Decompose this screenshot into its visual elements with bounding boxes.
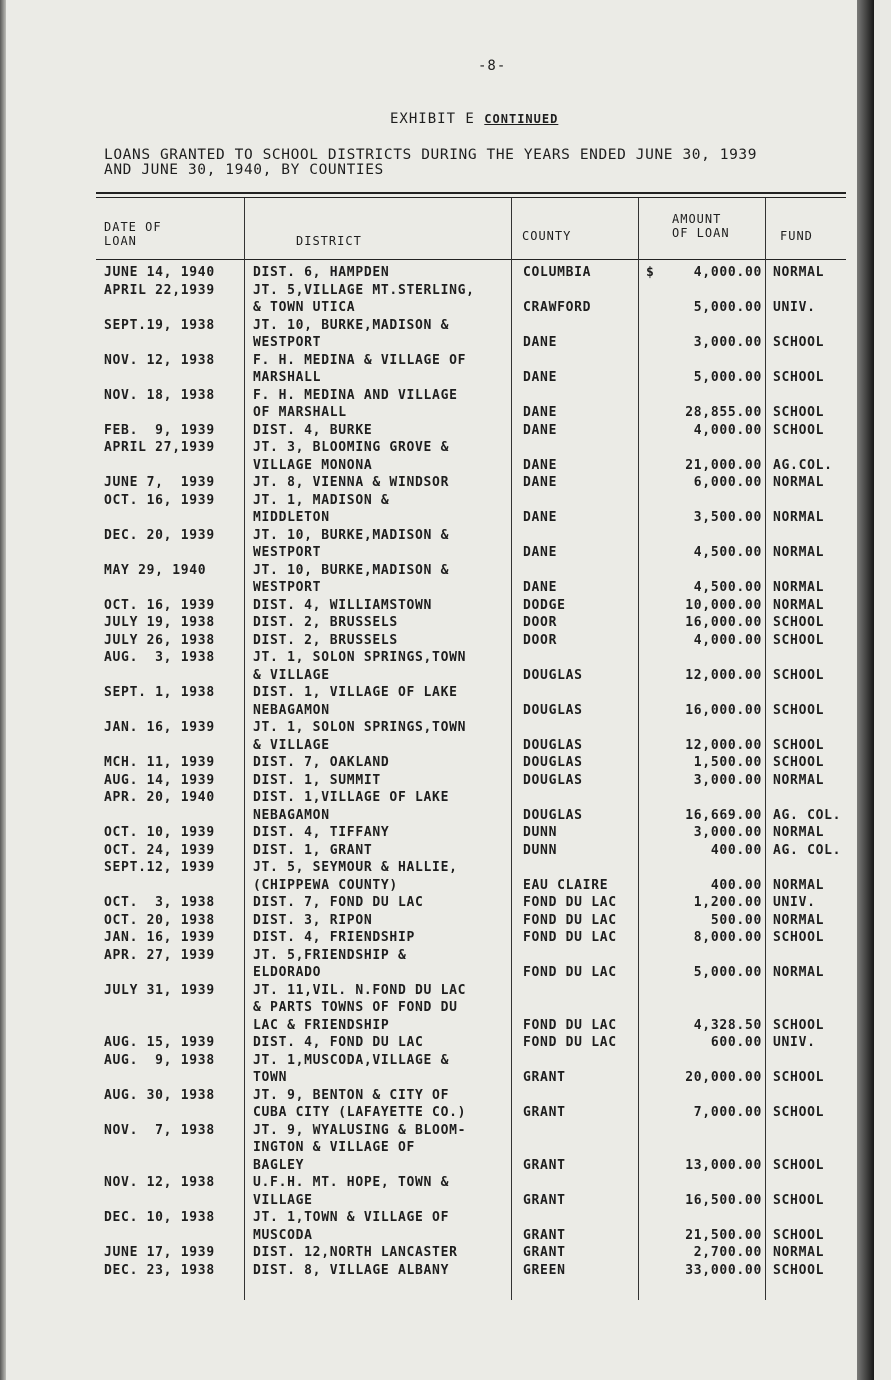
loan-county: DANE <box>523 405 558 420</box>
loan-date: SEPT.12, 1939 <box>104 860 215 875</box>
loan-county: FOND DU LAC <box>523 930 617 945</box>
loan-county: DOUGLAS <box>523 702 583 718</box>
loan-district: JT. 10, BURKE,MADISON & WESTPORT <box>253 317 450 350</box>
loan-date: JUNE 14, 1940 <box>104 265 215 280</box>
loan-district: DIST. 2, BRUSSELS <box>253 615 398 630</box>
loan-county: DOOR <box>523 615 558 630</box>
column-header-amount: AMOUNT OF LOAN <box>672 212 730 240</box>
loan-amount: 600.00 <box>710 1035 762 1050</box>
loan-amount: 16,669.00 <box>685 807 762 823</box>
loan-amount: 8,000.00 <box>693 930 762 945</box>
loan-district: DIST. 3, RIPON <box>253 912 373 928</box>
loan-district: F. H. MEDINA AND VILLAGE OF MARSHALL <box>253 387 458 420</box>
loan-date: OCT. 16, 1939 <box>104 492 215 508</box>
loan-district: JT. 9, BENTON & CITY OF CUBA CITY (LAFAYETTE CO.) <box>253 1087 467 1120</box>
loan-fund: NORMAL <box>773 510 825 525</box>
loan-amount: 5,000.00 <box>693 965 762 980</box>
loan-fund: SCHOOL <box>773 1105 825 1120</box>
loan-amount: 3,000.00 <box>693 335 762 350</box>
loan-fund: NORMAL <box>773 772 825 788</box>
column-header-county: COUNTY <box>522 229 572 243</box>
loan-district: DIST. 4, BURKE <box>253 422 373 438</box>
loan-amount: 4,500.00 <box>693 580 762 595</box>
loan-county: DODGE <box>523 597 566 613</box>
loan-fund: SCHOOL <box>773 1070 825 1085</box>
loan-district: DIST. 4, FRIENDSHIP <box>253 930 416 945</box>
loan-district: JT. 10, BURKE,MADISON & WESTPORT <box>253 562 450 595</box>
loan-date: SEPT.19, 1938 <box>104 317 215 333</box>
loan-date: DEC. 20, 1939 <box>104 527 215 543</box>
loan-district: DIST. 7, FOND DU LAC <box>253 895 424 910</box>
loan-county: DUNN <box>523 842 558 858</box>
loan-county: FOND DU LAC <box>523 912 617 928</box>
loan-district: DIST. 1, SUMMIT <box>253 772 381 788</box>
loan-date: JUNE 7, 1939 <box>104 475 215 490</box>
loan-date: FEB. 9, 1939 <box>104 422 215 438</box>
loan-county: DANE <box>523 545 558 560</box>
loan-date: JAN. 16, 1939 <box>104 930 215 945</box>
loan-amount: 1,500.00 <box>693 755 762 770</box>
loan-date: JAN. 16, 1939 <box>104 720 215 735</box>
loan-amount: 4,000.00 <box>693 422 762 438</box>
loan-fund: SCHOOL <box>773 667 825 683</box>
loan-date: SEPT. 1, 1938 <box>104 685 215 700</box>
loan-amount: 4,000.00 <box>693 265 762 280</box>
loan-fund: SCHOOL <box>773 405 825 420</box>
column-header-fund: FUND <box>780 229 813 243</box>
loan-county: EAU CLAIRE <box>523 877 609 893</box>
loan-amount: 6,000.00 <box>693 475 762 490</box>
loan-amount: 5,000.00 <box>693 300 762 315</box>
loan-county: DANE <box>523 335 558 350</box>
loan-county: DOOR <box>523 632 558 648</box>
loan-district: DIST. 7, OAKLAND <box>253 755 390 770</box>
loan-county: GRANT <box>523 1105 566 1120</box>
loan-fund: NORMAL <box>773 265 825 280</box>
loan-amount: 16,500.00 <box>685 1192 762 1208</box>
loan-amount: 1,200.00 <box>693 895 762 910</box>
loan-amount: 12,000.00 <box>685 737 762 753</box>
loan-amount: 7,000.00 <box>693 1105 762 1120</box>
loan-amount: 28,855.00 <box>685 405 762 420</box>
loan-district: DIST. 12,NORTH LANCASTER <box>253 1245 458 1260</box>
column-divider-district <box>511 198 512 1300</box>
loan-county: FOND DU LAC <box>523 1035 617 1050</box>
column-header-date: DATE OF LOAN <box>104 220 162 248</box>
loan-district: U.F.H. MT. HOPE, TOWN & VILLAGE <box>253 1175 450 1208</box>
loan-fund: UNIV. <box>773 300 816 315</box>
loan-date: NOV. 12, 1938 <box>104 1175 215 1190</box>
loan-fund: UNIV. <box>773 1035 816 1050</box>
loan-fund: SCHOOL <box>773 737 825 753</box>
loan-date: JULY 26, 1938 <box>104 632 215 648</box>
loan-county: GRANT <box>523 1227 566 1243</box>
loan-date: DEC. 23, 1938 <box>104 1262 215 1278</box>
loan-date: APR. 20, 1940 <box>104 790 215 805</box>
loan-amount: 5,000.00 <box>693 370 762 385</box>
loan-fund: SCHOOL <box>773 632 825 648</box>
loan-date: AUG. 15, 1939 <box>104 1035 215 1050</box>
loan-fund: SCHOOL <box>773 335 825 350</box>
loan-fund: AG. COL. <box>773 807 842 823</box>
loan-district: JT. 11,VIL. N.FOND DU LAC & PARTS TOWNS OF FOND DU LAC & FRIENDSHIP <box>253 982 467 1033</box>
loan-amount: 4,500.00 <box>693 545 762 560</box>
loan-district: DIST. 8, VILLAGE ALBANY <box>253 1262 450 1278</box>
loan-amount: 400.00 <box>710 842 762 858</box>
loan-fund: SCHOOL <box>773 1262 825 1278</box>
loan-date: JULY 19, 1938 <box>104 615 215 630</box>
loan-fund: SCHOOL <box>773 1192 825 1208</box>
loan-amount: 33,000.00 <box>685 1262 762 1278</box>
loan-county: GRANT <box>523 1157 566 1173</box>
loan-date: APRIL 22,1939 <box>104 282 215 298</box>
loan-date: OCT. 16, 1939 <box>104 597 215 613</box>
loan-district: F. H. MEDINA & VILLAGE OF MARSHALL <box>253 352 467 385</box>
loan-amount: 13,000.00 <box>685 1157 762 1173</box>
loan-date: JUNE 17, 1939 <box>104 1245 215 1260</box>
loan-county: DANE <box>523 580 558 595</box>
loan-date: OCT. 3, 1938 <box>104 895 215 910</box>
loan-amount: 500.00 <box>710 912 762 928</box>
loan-date: AUG. 3, 1938 <box>104 650 215 665</box>
loan-county: GRANT <box>523 1245 566 1260</box>
column-divider-amount <box>765 198 766 1300</box>
loan-amount: 16,000.00 <box>685 702 762 718</box>
loan-amount: 10,000.00 <box>685 597 762 613</box>
loan-amount: 2,700.00 <box>693 1245 762 1260</box>
loan-district: DIST. 2, BRUSSELS <box>253 632 398 648</box>
loan-date: DEC. 10, 1938 <box>104 1210 215 1225</box>
loan-county: DUNN <box>523 825 558 840</box>
loan-district: DIST. 6, HAMPDEN <box>253 265 390 280</box>
loan-amount: 16,000.00 <box>685 615 762 630</box>
loan-fund: NORMAL <box>773 545 825 560</box>
loan-fund: SCHOOL <box>773 1157 825 1173</box>
loan-amount: 21,000.00 <box>685 457 762 473</box>
page-right-edge <box>857 0 874 1380</box>
loan-fund: NORMAL <box>773 912 825 928</box>
loan-district: JT. 1,MUSCODA,VILLAGE & TOWN <box>253 1052 450 1085</box>
loan-date: APRIL 27,1939 <box>104 440 215 455</box>
loan-date: OCT. 20, 1938 <box>104 912 215 928</box>
loan-county: DANE <box>523 510 558 525</box>
loan-fund: NORMAL <box>773 1245 825 1260</box>
loan-fund: NORMAL <box>773 597 825 613</box>
header-bottom-rule <box>96 259 846 260</box>
loan-fund: AG.COL. <box>773 457 833 473</box>
loan-county: DOUGLAS <box>523 737 583 753</box>
loan-amount: 21,500.00 <box>685 1227 762 1243</box>
table-subtitle <box>104 148 757 178</box>
loan-amount: 3,000.00 <box>693 825 762 840</box>
loan-district: DIST. 4, FOND DU LAC <box>253 1035 424 1050</box>
loan-date: AUG. 14, 1939 <box>104 772 215 788</box>
loan-fund: SCHOOL <box>773 615 825 630</box>
loan-amount: 12,000.00 <box>685 667 762 683</box>
loan-amount: 3,500.00 <box>693 510 762 525</box>
loan-county: GRANT <box>523 1192 566 1208</box>
loan-fund: SCHOOL <box>773 930 825 945</box>
loan-amount: 400.00 <box>710 877 762 893</box>
loan-county: COLUMBIA <box>523 265 592 280</box>
loan-amount: 4,328.50 <box>693 1017 762 1033</box>
loan-fund: SCHOOL <box>773 1017 825 1033</box>
loan-county: FOND DU LAC <box>523 895 617 910</box>
column-divider-date <box>244 198 245 1300</box>
loan-fund: SCHOOL <box>773 1227 825 1243</box>
loan-fund: UNIV. <box>773 895 816 910</box>
page-left-edge <box>0 0 6 1380</box>
loan-date: OCT. 24, 1939 <box>104 842 215 858</box>
loan-district: JT. 3, BLOOMING GROVE & VILLAGE MONONA <box>253 440 450 473</box>
loan-date: JULY 31, 1939 <box>104 982 215 998</box>
loan-date: MAY 29, 1940 <box>104 562 207 578</box>
loan-date: OCT. 10, 1939 <box>104 825 215 840</box>
currency-symbol: $ <box>646 265 655 280</box>
loan-fund: NORMAL <box>773 825 825 840</box>
loan-district: JT. 10, BURKE,MADISON & WESTPORT <box>253 527 450 560</box>
loan-county: DOUGLAS <box>523 772 583 788</box>
header-top-rule-thin <box>96 197 846 198</box>
page-number: -8- <box>478 58 507 74</box>
loan-district: JT. 1, SOLON SPRINGS,TOWN & VILLAGE <box>253 720 467 753</box>
loan-county: FOND DU LAC <box>523 965 617 980</box>
loan-county: CRAWFORD <box>523 300 592 315</box>
loan-district: JT. 5,VILLAGE MT.STERLING, & TOWN UTICA <box>253 282 475 315</box>
loan-fund: SCHOOL <box>773 370 825 385</box>
loan-district: JT. 5, SEYMOUR & HALLIE, (CHIPPEWA COUNTY) <box>253 860 458 893</box>
loan-fund: NORMAL <box>773 580 825 595</box>
loan-date: APR. 27, 1939 <box>104 947 215 963</box>
exhibit-title <box>390 111 558 127</box>
header-top-rule <box>96 192 846 194</box>
loan-district: JT. 5,FRIENDSHIP & ELDORADO <box>253 947 407 980</box>
subtitle-line-2: AND JUNE 30, 1940, BY COUNTIES <box>104 162 384 178</box>
loan-date: AUG. 9, 1938 <box>104 1052 215 1068</box>
loan-district: DIST. 1,VILLAGE OF LAKE NEBAGAMON <box>253 790 450 823</box>
loan-county: DOUGLAS <box>523 755 583 770</box>
loan-amount: 3,000.00 <box>693 772 762 788</box>
loan-date: MCH. 11, 1939 <box>104 755 215 770</box>
loan-district: DIST. 1, VILLAGE OF LAKE NEBAGAMON <box>253 685 458 718</box>
loan-county: DOUGLAS <box>523 667 583 683</box>
loan-county: DANE <box>523 475 558 490</box>
loan-county: GREEN <box>523 1262 566 1278</box>
exhibit-title-continued: CONTINUED <box>484 112 559 126</box>
loan-county: DANE <box>523 370 558 385</box>
loan-district: DIST. 1, GRANT <box>253 842 373 858</box>
loan-district: JT. 1, MADISON & MIDDLETON <box>253 492 390 525</box>
loan-date: AUG. 30, 1938 <box>104 1087 215 1103</box>
loan-date: NOV. 7, 1938 <box>104 1122 215 1138</box>
loan-county: DOUGLAS <box>523 807 583 823</box>
loan-fund: NORMAL <box>773 475 825 490</box>
loan-date: NOV. 12, 1938 <box>104 352 215 368</box>
exhibit-title-text: EXHIBIT E <box>390 111 475 127</box>
loan-amount: 4,000.00 <box>693 632 762 648</box>
column-header-district: DISTRICT <box>296 234 362 248</box>
subtitle-line-1: LOANS GRANTED TO SCHOOL DISTRICTS DURING THE YEARS ENDED JUNE 30, 1939 <box>104 147 758 163</box>
loan-district: JT. 9, WYALUSING & BLOOM- INGTON & VILLAGE OF BAGLEY <box>253 1122 467 1173</box>
loan-date: NOV. 18, 1938 <box>104 387 215 403</box>
loan-fund: NORMAL <box>773 965 825 980</box>
column-divider-county <box>638 198 639 1300</box>
loan-county: FOND DU LAC <box>523 1017 617 1033</box>
loan-amount: 20,000.00 <box>685 1070 762 1085</box>
loan-county: DANE <box>523 422 558 438</box>
loan-county: GRANT <box>523 1070 566 1085</box>
loan-fund: NORMAL <box>773 877 825 893</box>
loan-district: DIST. 4, WILLIAMSTOWN <box>253 597 433 613</box>
loan-district: JT. 1,TOWN & VILLAGE OF MUSCODA <box>253 1210 450 1243</box>
loan-fund: SCHOOL <box>773 755 825 770</box>
loan-fund: AG. COL. <box>773 842 842 858</box>
loan-district: DIST. 4, TIFFANY <box>253 825 390 840</box>
loan-district: JT. 1, SOLON SPRINGS,TOWN & VILLAGE <box>253 650 467 683</box>
loan-fund: SCHOOL <box>773 702 825 718</box>
loan-fund: SCHOOL <box>773 422 825 438</box>
loan-county: DANE <box>523 457 558 473</box>
loan-district: JT. 8, VIENNA & WINDSOR <box>253 475 450 490</box>
